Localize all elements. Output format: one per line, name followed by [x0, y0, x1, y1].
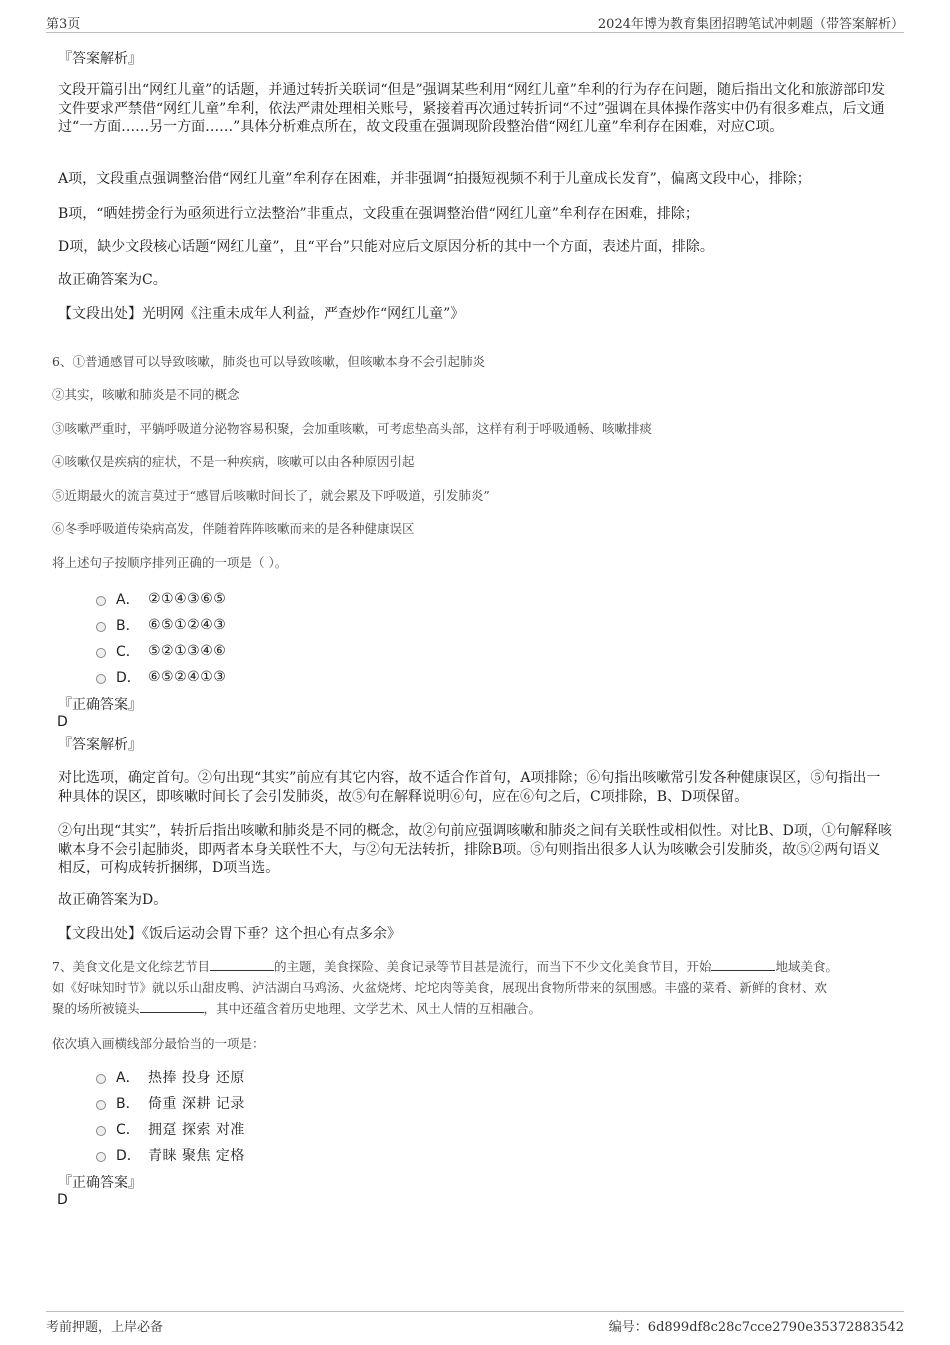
q6-sentence-5: ⑤近期最火的流言莫过于“感冒后咳嗽时间长了，就会累及下呼吸道，引发肺炎” — [52, 488, 490, 503]
q7-prompt: 依次填入画横线部分最恰当的一项是： — [52, 1036, 265, 1051]
q7-answer: D — [57, 1192, 68, 1208]
q5-analysis-para1: 文段开篇引出“网红儿童”的话题，并通过转折关联词“但是”强调某些利用“网红儿童”牟利的行为存在问题，随后指出文化和旅游部印发文件要求严禁借“网红儿童”牟利，依法严肃处理相关账号，紧接着再次通过转折词“不过”强调在具体操作落实中仍有很多难点，后文通过“一方面……另一方面……”具体分析难点所在，故文段重在强调现阶段整治借“网红儿童”牟利存在困难，对应C项。 — [58, 82, 885, 135]
q6-option-c[interactable]: C． ⑤②①③④⑥ — [96, 640, 226, 662]
document-title: 2024年博为教育集团招聘笔试冲刺题（带答案解析） — [597, 17, 904, 32]
q7-option-a[interactable]: A． 热捧 投身 还原 — [96, 1066, 245, 1088]
q7-option-c[interactable]: C． 拥趸 探索 对准 — [96, 1118, 245, 1140]
q6-answer-sentence: 故正确答案为D。 — [58, 892, 168, 908]
q6-answer: D — [57, 714, 68, 730]
q7-option-d[interactable]: D． 青睐 聚焦 定格 — [96, 1144, 245, 1166]
q7-answer-label: 『正确答案』 — [58, 1175, 142, 1191]
q6-sentence-3: ③咳嗽严重时，平躺呼吸道分泌物容易积聚，会加重咳嗽，可考虑垫高头部，这样有利于呼吸通畅、咳嗽排痰 — [52, 421, 653, 436]
page-number: 第3页 — [46, 17, 81, 32]
q5-analysis-para3: B项，“晒娃捞金行为亟须进行立法整治”非重点，文段重在强调整治借“网红儿童”牟利存在困难，排除； — [58, 206, 699, 222]
q6-sentence-4: ④咳嗽仅是疾病的症状，不是一种疾病，咳嗽可以由各种原因引起 — [52, 454, 415, 469]
page-footer — [46, 1311, 904, 1338]
page-header — [46, 10, 904, 33]
q6-prompt: 将上述句子按顺序排列正确的一项是（ ）。 — [52, 555, 288, 570]
q6-sentence-2: ②其实，咳嗽和肺炎是不同的概念 — [52, 387, 240, 402]
q5-analysis-para4: D项，缺少文段核心话题“网红儿童”，且“平台”只能对应后文原因分析的其中一个方面，表述片面，排除。 — [58, 239, 714, 255]
radio-button[interactable] — [96, 1100, 106, 1110]
radio-button[interactable] — [96, 674, 106, 684]
q6-analysis-label: 『答案解析』 — [58, 737, 142, 753]
q7-option-b[interactable]: B． 倚重 深耕 记录 — [96, 1092, 245, 1114]
q5-analysis-para2: A项，文段重点强调整治借“网红儿童”牟利存在困难，并非强调“拍摄短视频不利于儿童成长发育”，偏离文段中心，排除； — [58, 171, 811, 187]
fill-blank-3 — [140, 998, 204, 1013]
q6-analysis-para2: ②句出现“其实”，转折后指出咳嗽和肺炎是不同的概念，故②句前应强调咳嗽和肺炎之间有关联性或相似性。对比B、D项，①句解释咳嗽本身不会引起肺炎，即两者本身关联性不大，与②句无法转折，排除B项。⑤句则指出很多人认为咳嗽会引发肺炎，故⑤②两句语义相反，可构成转折捆绑，D项当选。 — [58, 823, 892, 876]
radio-button[interactable] — [96, 1074, 106, 1084]
radio-button[interactable] — [96, 622, 106, 632]
q6-option-b[interactable]: B． ⑥⑤①②④③ — [96, 614, 226, 636]
q6-sentence-1: 6、①普通感冒可以导致咳嗽，肺炎也可以导致咳嗽，但咳嗽本身不会引起肺炎 — [52, 354, 485, 369]
q5-source: 【文段出处】光明网《注重未成年人利益，严查炒作“网红儿童”》 — [58, 306, 465, 322]
q5-analysis-label: 『答案解析』 — [58, 51, 142, 67]
q6-answer-label: 『正确答案』 — [58, 697, 142, 713]
fill-blank-1 — [210, 956, 274, 971]
fill-blank-2 — [711, 956, 775, 971]
radio-button[interactable] — [96, 596, 106, 606]
radio-button[interactable] — [96, 1152, 106, 1162]
radio-button[interactable] — [96, 1126, 106, 1136]
radio-button[interactable] — [96, 648, 106, 658]
q6-analysis-para1: 对比选项，确定首句。②句出现“其实”前应有其它内容，故不适合作首句，A项排除；⑥句指出咳嗽常引发各种健康误区，⑤句指出一种具体的误区，即咳嗽时间长了会引发肺炎，故⑤句在解释说明⑥句，应在⑥句之后，C项排除，B、D项保留。 — [58, 770, 881, 805]
q6-sentence-6: ⑥冬季呼吸道传染病高发，伴随着阵阵咳嗽而来的是各种健康误区 — [52, 521, 415, 536]
q5-answer-sentence: 故正确答案为C。 — [58, 272, 167, 288]
q6-source: 【文段出处】《饭后运动会胃下垂？这个担心有点多余》 — [58, 926, 401, 942]
document-code: 编号：6d899df8c28c7cce2790e35372883542 — [608, 1320, 904, 1335]
q7-stem: 7、美食文化是文化综艺节目 的主题，美食探险、美食记录等节目甚是流行，而当下不少文化美食节目，开始 地域美食。 如《好味知时节》就以乐山甜皮鸭、泸沽湖白马鸡汤、火盆烧烤、坨坨肉等美食，展现出食物所带来的氛围感。丰盛的菜肴、新鲜的食材、欢 聚的场所被镜头 ，其中还蕴含着历史地理、文学艺术、风土人情的互相融合。 — [52, 956, 902, 1019]
footer-slogan: 考前押题，上岸必备 — [46, 1320, 164, 1335]
q6-option-a[interactable]: A． ②①④③⑥⑤ — [96, 588, 226, 610]
q6-option-d[interactable]: D． ⑥⑤②④①③ — [96, 666, 226, 688]
